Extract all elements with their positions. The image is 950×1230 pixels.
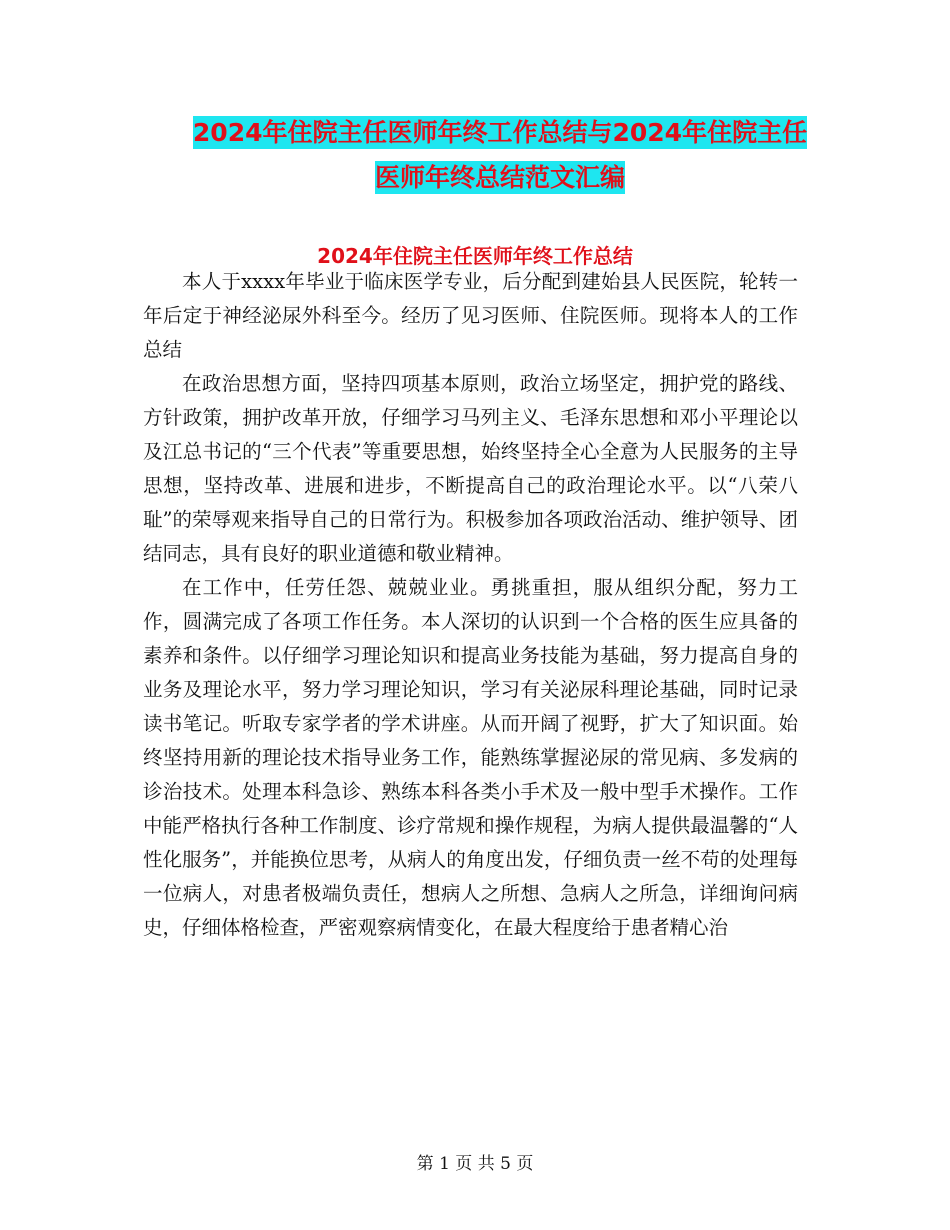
document-title: [120, 110, 880, 200]
paragraph-political: 在政治思想方面，坚持四项基本原则，政治立场坚定，拥护党的路线、方针政策，拥护改革开放，仔细学习马列主义、毛泽东思想和邓小平理论以及江总书记的“三个代表”等重要思想，始终坚持全心全意为人民服务的主导思想，坚持改革、进展和进步，不断提高自己的政治理论水平。以“八荣八耻”的荣辱观来指导自己的日常行为。积极参加各项政治活动、维护领导、团结同志，具有良好的职业道德和敬业精神。: [143, 372, 798, 565]
title-line-1: 2024年住院主任医师年终工作总结与2024年住院主任: [192, 118, 808, 147]
page-footer: 第 1 页 共 5 页: [416, 1154, 534, 1174]
paragraph-intro: 本人于xxxx年毕业于临床医学专业，后分配到建始县人民医院，轮转一年后定于神经泌尿外科至今。经历了见习医师、住院医师。现将本人的工作总结: [143, 270, 798, 361]
section-heading: 2024年住院主任医师年终工作总结: [317, 244, 633, 268]
title-line-2: 医师年终总结范文汇编: [374, 163, 625, 192]
body-text: [143, 265, 798, 945]
paragraph-work: 在工作中，任劳任怨、兢兢业业。勇挑重担，服从组织分配，努力工作，圆满完成了各项工作任务。本人深切的认识到一个合格的医生应具备的素养和条件。以仔细学习理论知识和提高业务技能为基础，努力提高自身的业务及理论水平，努力学习理论知识，学习有关泌尿科理论基础，同时记录读书笔记。听取专家学者的学术讲座。从而开阔了视野，扩大了知识面。始终坚持用新的理论技术指导业务工作，能熟练掌握泌尿的常见病、多发病的诊治技术。处理本科急诊、熟练本科各类小手术及一般中型手术操作。工作中能严格执行各种工作制度、诊疗常规和操作规程，为病人提供最温馨的“人性化服务”，并能换位思考，从病人的角度出发，仔细负责一丝不苟的处理每一位病人，对患者极端负责任，想病人之所想、急病人之所急，详细询问病史，仔细体格检查，严密观察病情变化，在最大程度给于患者精心治: [143, 576, 798, 939]
